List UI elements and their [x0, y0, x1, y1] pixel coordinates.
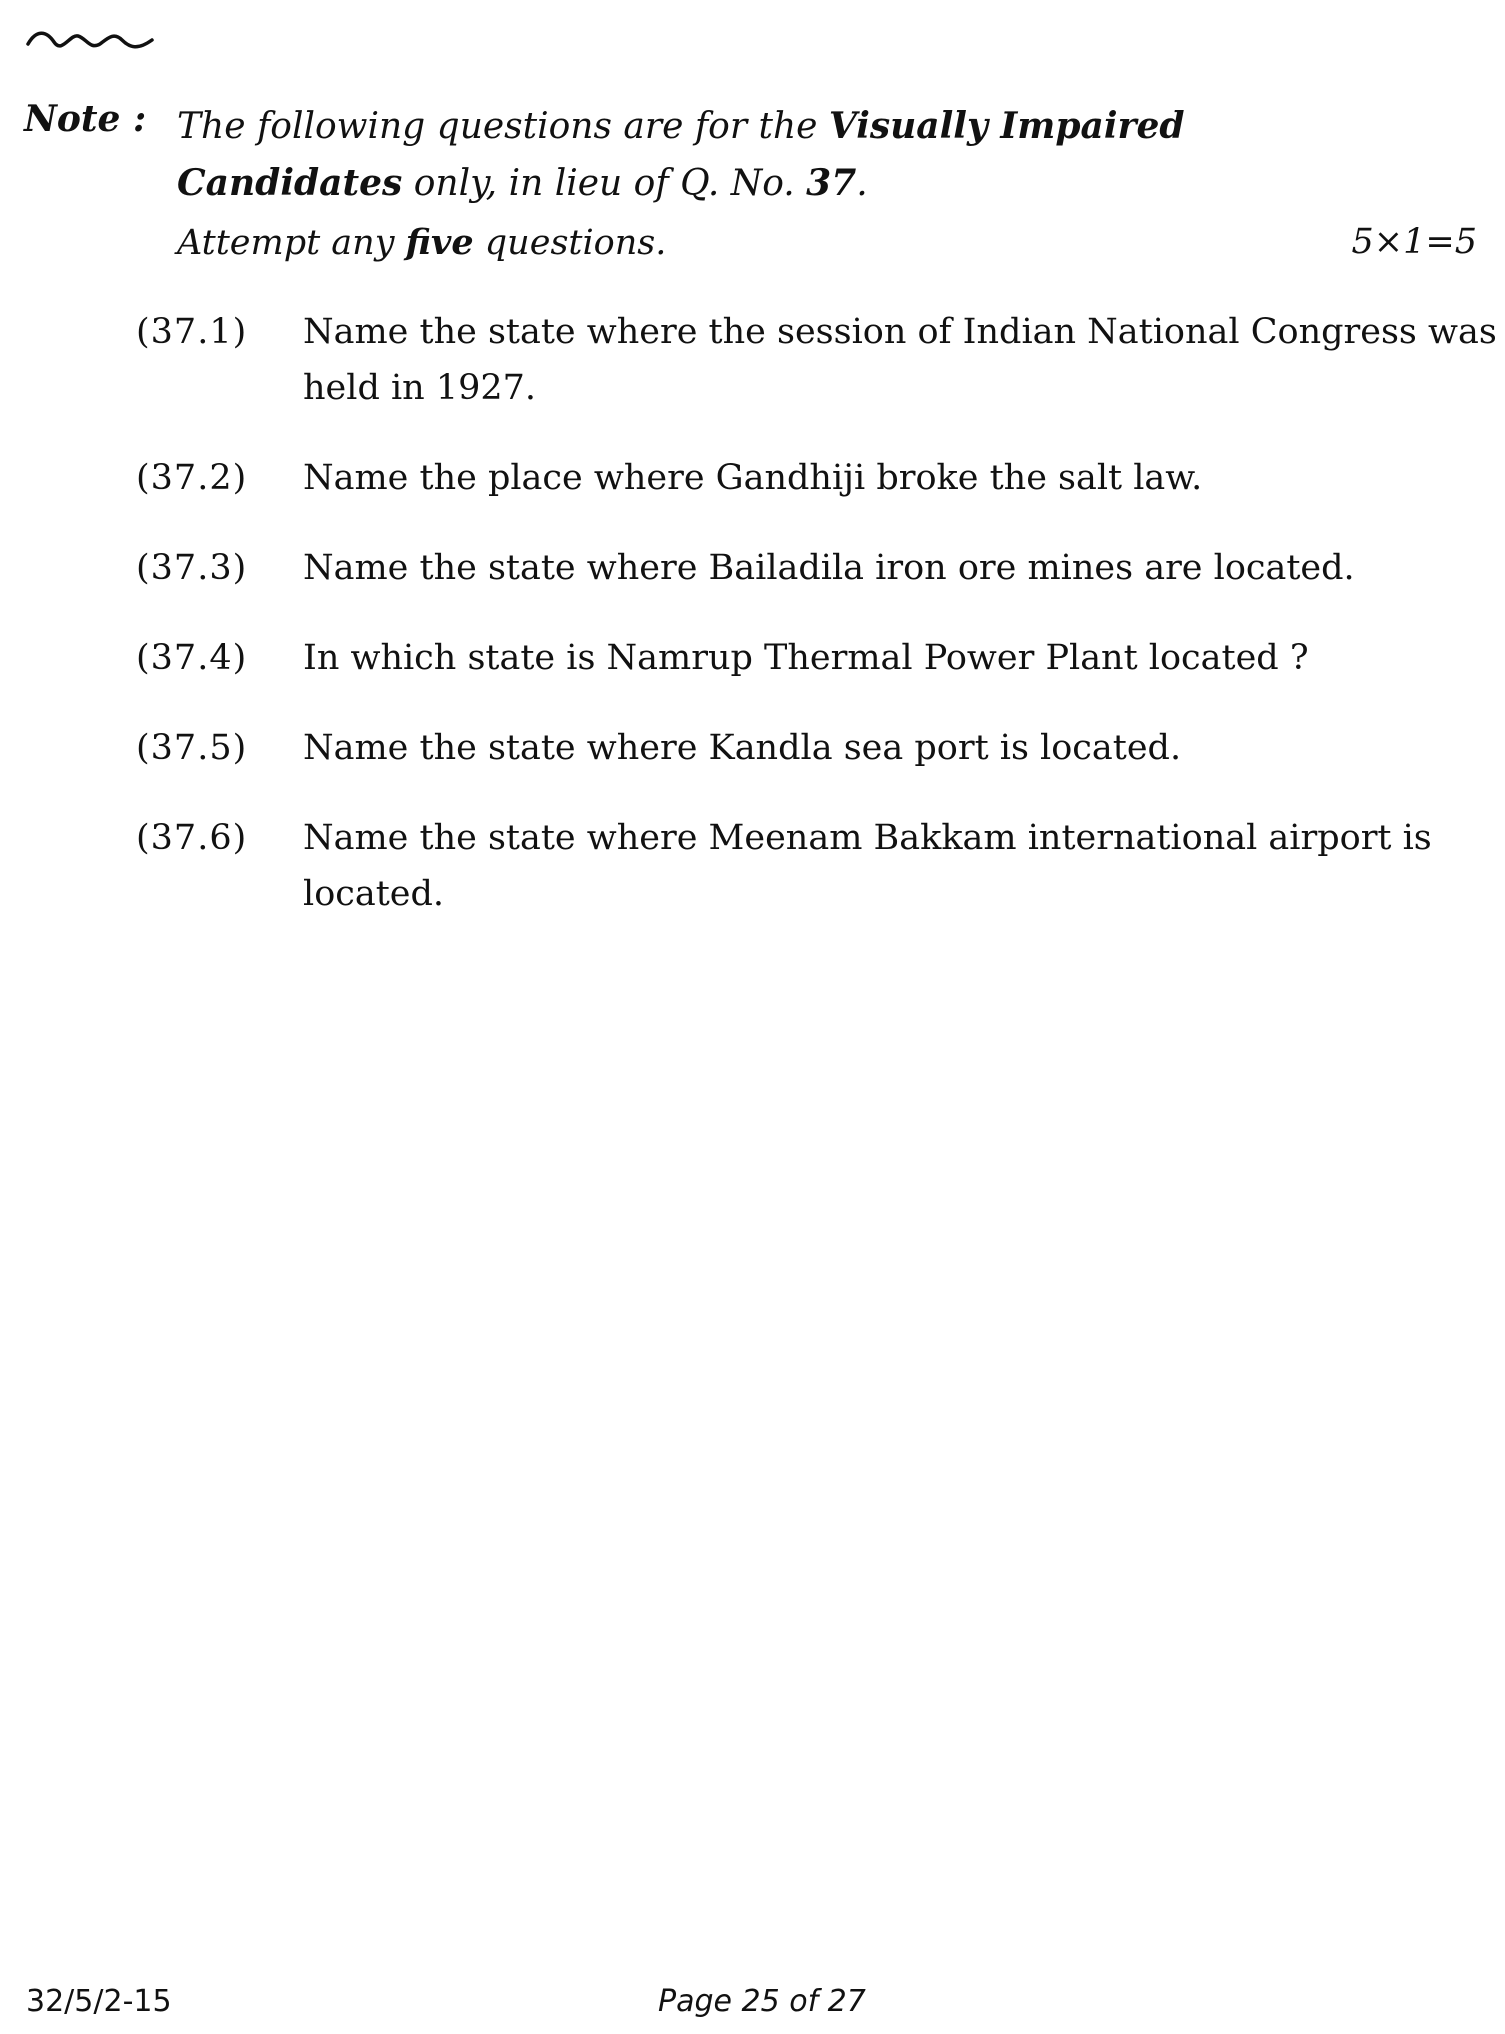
- note-qno: 37: [806, 162, 857, 204]
- attempt-prefix: Attempt any: [177, 223, 406, 263]
- attempt-bold: five: [405, 222, 474, 263]
- question-number: (37.5): [136, 728, 248, 768]
- note-label: Note :: [24, 98, 147, 140]
- note-text: [177, 98, 1417, 212]
- question-number: (37.1): [136, 312, 248, 352]
- question-text: Name the state where the session of Indian National Congress was held in 1927.: [303, 312, 1497, 408]
- question-number: (37.2): [136, 458, 248, 498]
- paper-code: 32/5/2-15: [26, 1984, 172, 2019]
- marks-allocation: 5×1=5: [1351, 222, 1477, 262]
- note-text-part2: only, in lieu of Q. No.: [402, 163, 807, 204]
- question-text: Name the state where Kandla sea port is located.: [303, 728, 1182, 768]
- note-text-bold: Visually Impaired Candidates: [177, 105, 1185, 204]
- question-number: (37.3): [136, 548, 248, 588]
- question-text: Name the state where Meenam Bakkam international airport is located.: [303, 818, 1432, 914]
- page-number: Page 25 of 27: [658, 1984, 866, 2019]
- question-number: (37.4): [136, 638, 248, 678]
- question-text: In which state is Namrup Thermal Power Plant located ?: [303, 638, 1309, 678]
- attempt-suffix: questions.: [473, 223, 667, 263]
- note-text-part1: The following questions are for the: [177, 106, 829, 147]
- question-text: Name the place where Gandhiji broke the salt law.: [303, 458, 1203, 498]
- note-text-part3: .: [856, 163, 868, 204]
- attempt-instruction: [177, 222, 1477, 263]
- wavy-line-icon: [26, 26, 156, 56]
- question-number: (37.6): [136, 818, 248, 858]
- question-text: Name the state where Bailadila iron ore mines are located.: [303, 548, 1355, 588]
